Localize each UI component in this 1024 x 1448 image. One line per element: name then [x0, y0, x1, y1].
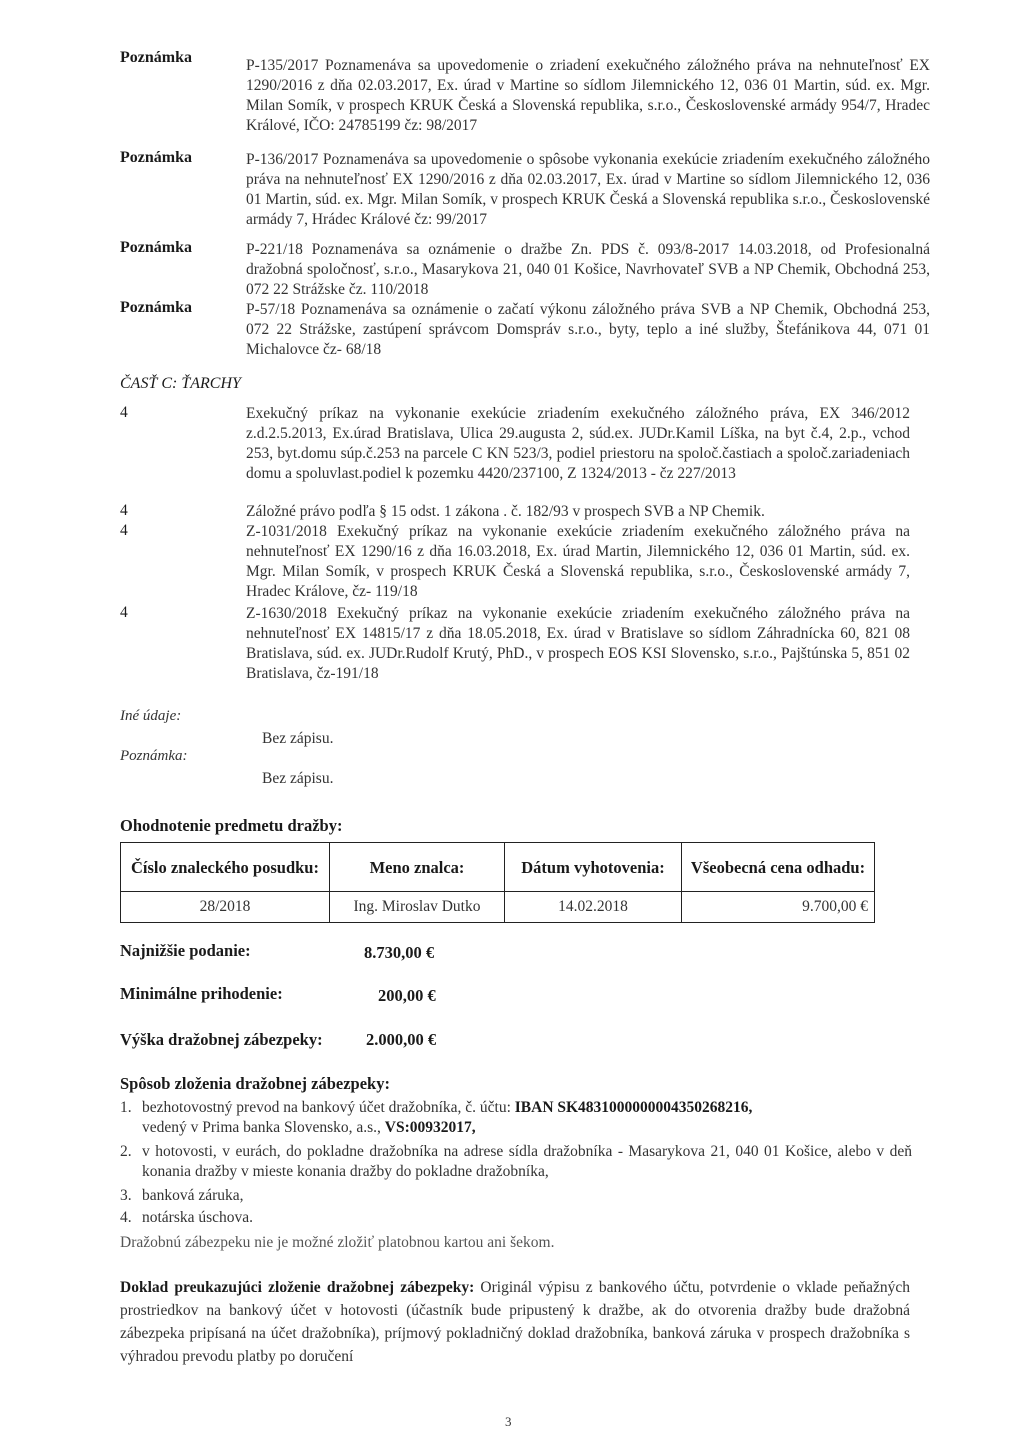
other-data-label: Iné údaje:: [120, 708, 182, 724]
lowest-bid-label: Najnižšie podanie:: [120, 941, 251, 960]
table-cell: Ing. Miroslav Dutko: [330, 892, 505, 923]
deposit-amount-label: Výška dražobnej zábezpeky:: [120, 1030, 323, 1049]
column-header: Číslo znaleckého posudku:: [121, 843, 330, 892]
table-row: [121, 892, 875, 923]
page-number: 3: [505, 1414, 512, 1429]
list-text: bezhotovostný prevod na bankový účet dražobníka, č. účtu:: [142, 1099, 515, 1116]
other-data-value: Bez zápisu.: [262, 730, 334, 747]
deposit-method-heading: Spôsob zloženia dražobnej zábezpeky:: [120, 1074, 390, 1093]
table-header-row: [121, 843, 875, 892]
list-number: 4.: [120, 1209, 132, 1226]
min-increment-label: Minimálne prihodenie:: [120, 984, 283, 1003]
list-text: v hotovosti, v eurách, do pokladne dražobníka na adrese sídla dražobníka - Masarykova 21, 040 01 Košice, alebo v deň konania dražby v mieste konania dražby do pokladne dražobníka,: [142, 1143, 912, 1180]
list-text: notárska úschova.: [142, 1209, 254, 1226]
note-text: P-57/18 Poznamenáva sa oznámenie o začatí výkonu záložného práva SVB a NP Chemik, Obchodná 253, 072 22 Strážske, zastúpení správcom Domspráv s.r.o., byty, teplo a iné služby, Štefánikova 44, 071 01 Michalovce čz- 68/18: [246, 301, 930, 358]
proof-text: Originál výpisu z bankového účtu, potvrdenie o vklade peňažných prostriedkov na bankový účet v hotovosti (účastník bude pripustený k dražbe, ak do otvorenia dražby bude dražobná zábezpeka pripísaná na účet dražobníka), príjmový pokladničný doklad dražobníka, banková záruka v prospech dražobníka s výhradou prevodu platby po doručení: [120, 1279, 910, 1365]
evaluation-table: [120, 842, 875, 923]
lien-text: Z-1031/2018 Exekučný príkaz na vykonanie exekúcie zriadením exekučného záložného práva na nehnuteľnosť EX 1290/16 z dňa 16.03.2018, Ex. úrad Martin, Jilemnického 12, 036 01 Martin, súd. ex. Mgr. Milan Somík, v prospech KRUK Česká a Slovenská republika, s.r.o., Československé armády 7, Hradec Králove, čz- 119/18: [246, 523, 910, 600]
list-number: 3.: [120, 1187, 132, 1204]
table-cell: 9.700,00 €: [682, 892, 875, 923]
note-text: P-136/2017 Poznamenáva sa upovedomenie o spôsobe vykonania exekúcie zriadením exekučného záložného práva na nehnuteľnosť EX 1290/2016 z dňa 02.03.2017, Ex. úrad v Martine so sídlom Jilemnického 12, 036 01 Martin, súd. ex. Mgr. Milan Somík, v prospech KRUK Česká a Slovenská republika s.r.o., Československé armády 7, Hrádec Králové čz: 99/2017: [246, 151, 930, 228]
deposit-note: Dražobnú zábezpeku nie je možné zložiť platobnou kartou ani šekom.: [120, 1234, 555, 1251]
table-cell: 28/2018: [121, 892, 330, 923]
note-value: Bez zápisu.: [262, 770, 334, 787]
lien-number: 4: [120, 404, 128, 421]
note-label: Poznámka: [120, 299, 192, 316]
min-increment-value: 200,00 €: [378, 986, 436, 1005]
proof-paragraph: [120, 1276, 910, 1368]
list-number: 2.: [120, 1143, 132, 1160]
lien-text: Z-1630/2018 Exekučný príkaz na vykonanie exekúcie zriadením exekučného záložného práva na nehnuteľnosť EX 14815/17 z dňa 18.05.2018, Ex. úrad v Bratislave so sídlom Záhradnícka 60, 821 08 Bratislava, súd. ex. JUDr.Rudolf Krutý, PhD., v prospech EOS KSI Slovensko, s.r.o., Pajštúnska 5, 851 02 Bratislava, čz-191/18: [246, 605, 910, 682]
note-label: Poznámka: [120, 49, 192, 66]
column-header: Dátum vyhotovenia:: [505, 843, 682, 892]
lien-number: 4: [120, 522, 128, 539]
proof-heading: Doklad preukazujúci zloženie dražobnej zábezpeky:: [120, 1279, 475, 1296]
lien-number: 4: [120, 502, 128, 519]
deposit-amount-value: 2.000,00 €: [366, 1030, 437, 1049]
note-text: P-221/18 Poznamenáva sa oznámenie o dražbe Zn. PDS č. 093/8-2017 14.03.2018, od Profesionalná dražobná spoločnosť, s.r.o., Masarykova 21, 040 01 Košice, Navrhovateľ SVB a NP Chemik, Obchodná 253, 072 22 Strážske čz. 110/2018: [246, 241, 930, 298]
lien-text: Záložné právo podľa § 15 odst. 1 zákona . č. 182/93 v prospech SVB a NP Chemik.: [246, 503, 765, 520]
note-label: Poznámka: [120, 239, 192, 256]
variable-symbol: VS:00932017,: [384, 1119, 476, 1136]
list-number: 1.: [120, 1099, 132, 1116]
iban-value: IBAN SK4831000000004350268216,: [514, 1099, 753, 1116]
lien-text: Exekučný príkaz na vykonanie exekúcie zriadením exekučného záložného práva, EX 346/2012 z.d.2.5.2013, Ex.úrad Bratislava, Ulica 29.augusta 2, súd.ex. JUDr.Kamil Líška, na byt č.4, 2.p., vchod 253, byt.domu súp.č.253 na parcele C KN 523/3, podiel priestoru na spoloč.častiach a spoloč.zariadeniach domu a spoluvlast.podiel k pozemku 4420/237100, Z 1324/2013 - čz 227/2013: [246, 405, 910, 482]
lien-number: 4: [120, 604, 128, 621]
list-text: banková záruka,: [142, 1187, 244, 1204]
section-c-title: ČASŤ C: ŤARCHY: [120, 375, 241, 392]
note-text: P-135/2017 Poznamenáva sa upovedomenie o zriadení exekučného záložného práva na nehnuteľnosť EX 1290/2016 z dňa 02.03.2017, Ex. úrad v Martine so sídlom Jilemnického 12, 036 01 Martin, súd. ex. Mgr. Milan Somík, v prospech KRUK Česká a Slovenská republika, s.r.o., Československé armády 954/7, Hradec Králové, IČO: 24785199 čz: 98/2017: [246, 57, 930, 134]
column-header: Všeobecná cena odhadu:: [682, 843, 875, 892]
lowest-bid-value: 8.730,00 €: [364, 943, 435, 962]
column-header: Meno znalca:: [330, 843, 505, 892]
note-label: Poznámka: [120, 149, 192, 166]
note-label-italic: Poznámka:: [120, 748, 188, 764]
list-text: vedený v Prima banka Slovensko, a.s.,: [142, 1119, 385, 1136]
table-cell: 14.02.2018: [505, 892, 682, 923]
evaluation-heading: Ohodnotenie predmetu dražby:: [120, 816, 343, 835]
